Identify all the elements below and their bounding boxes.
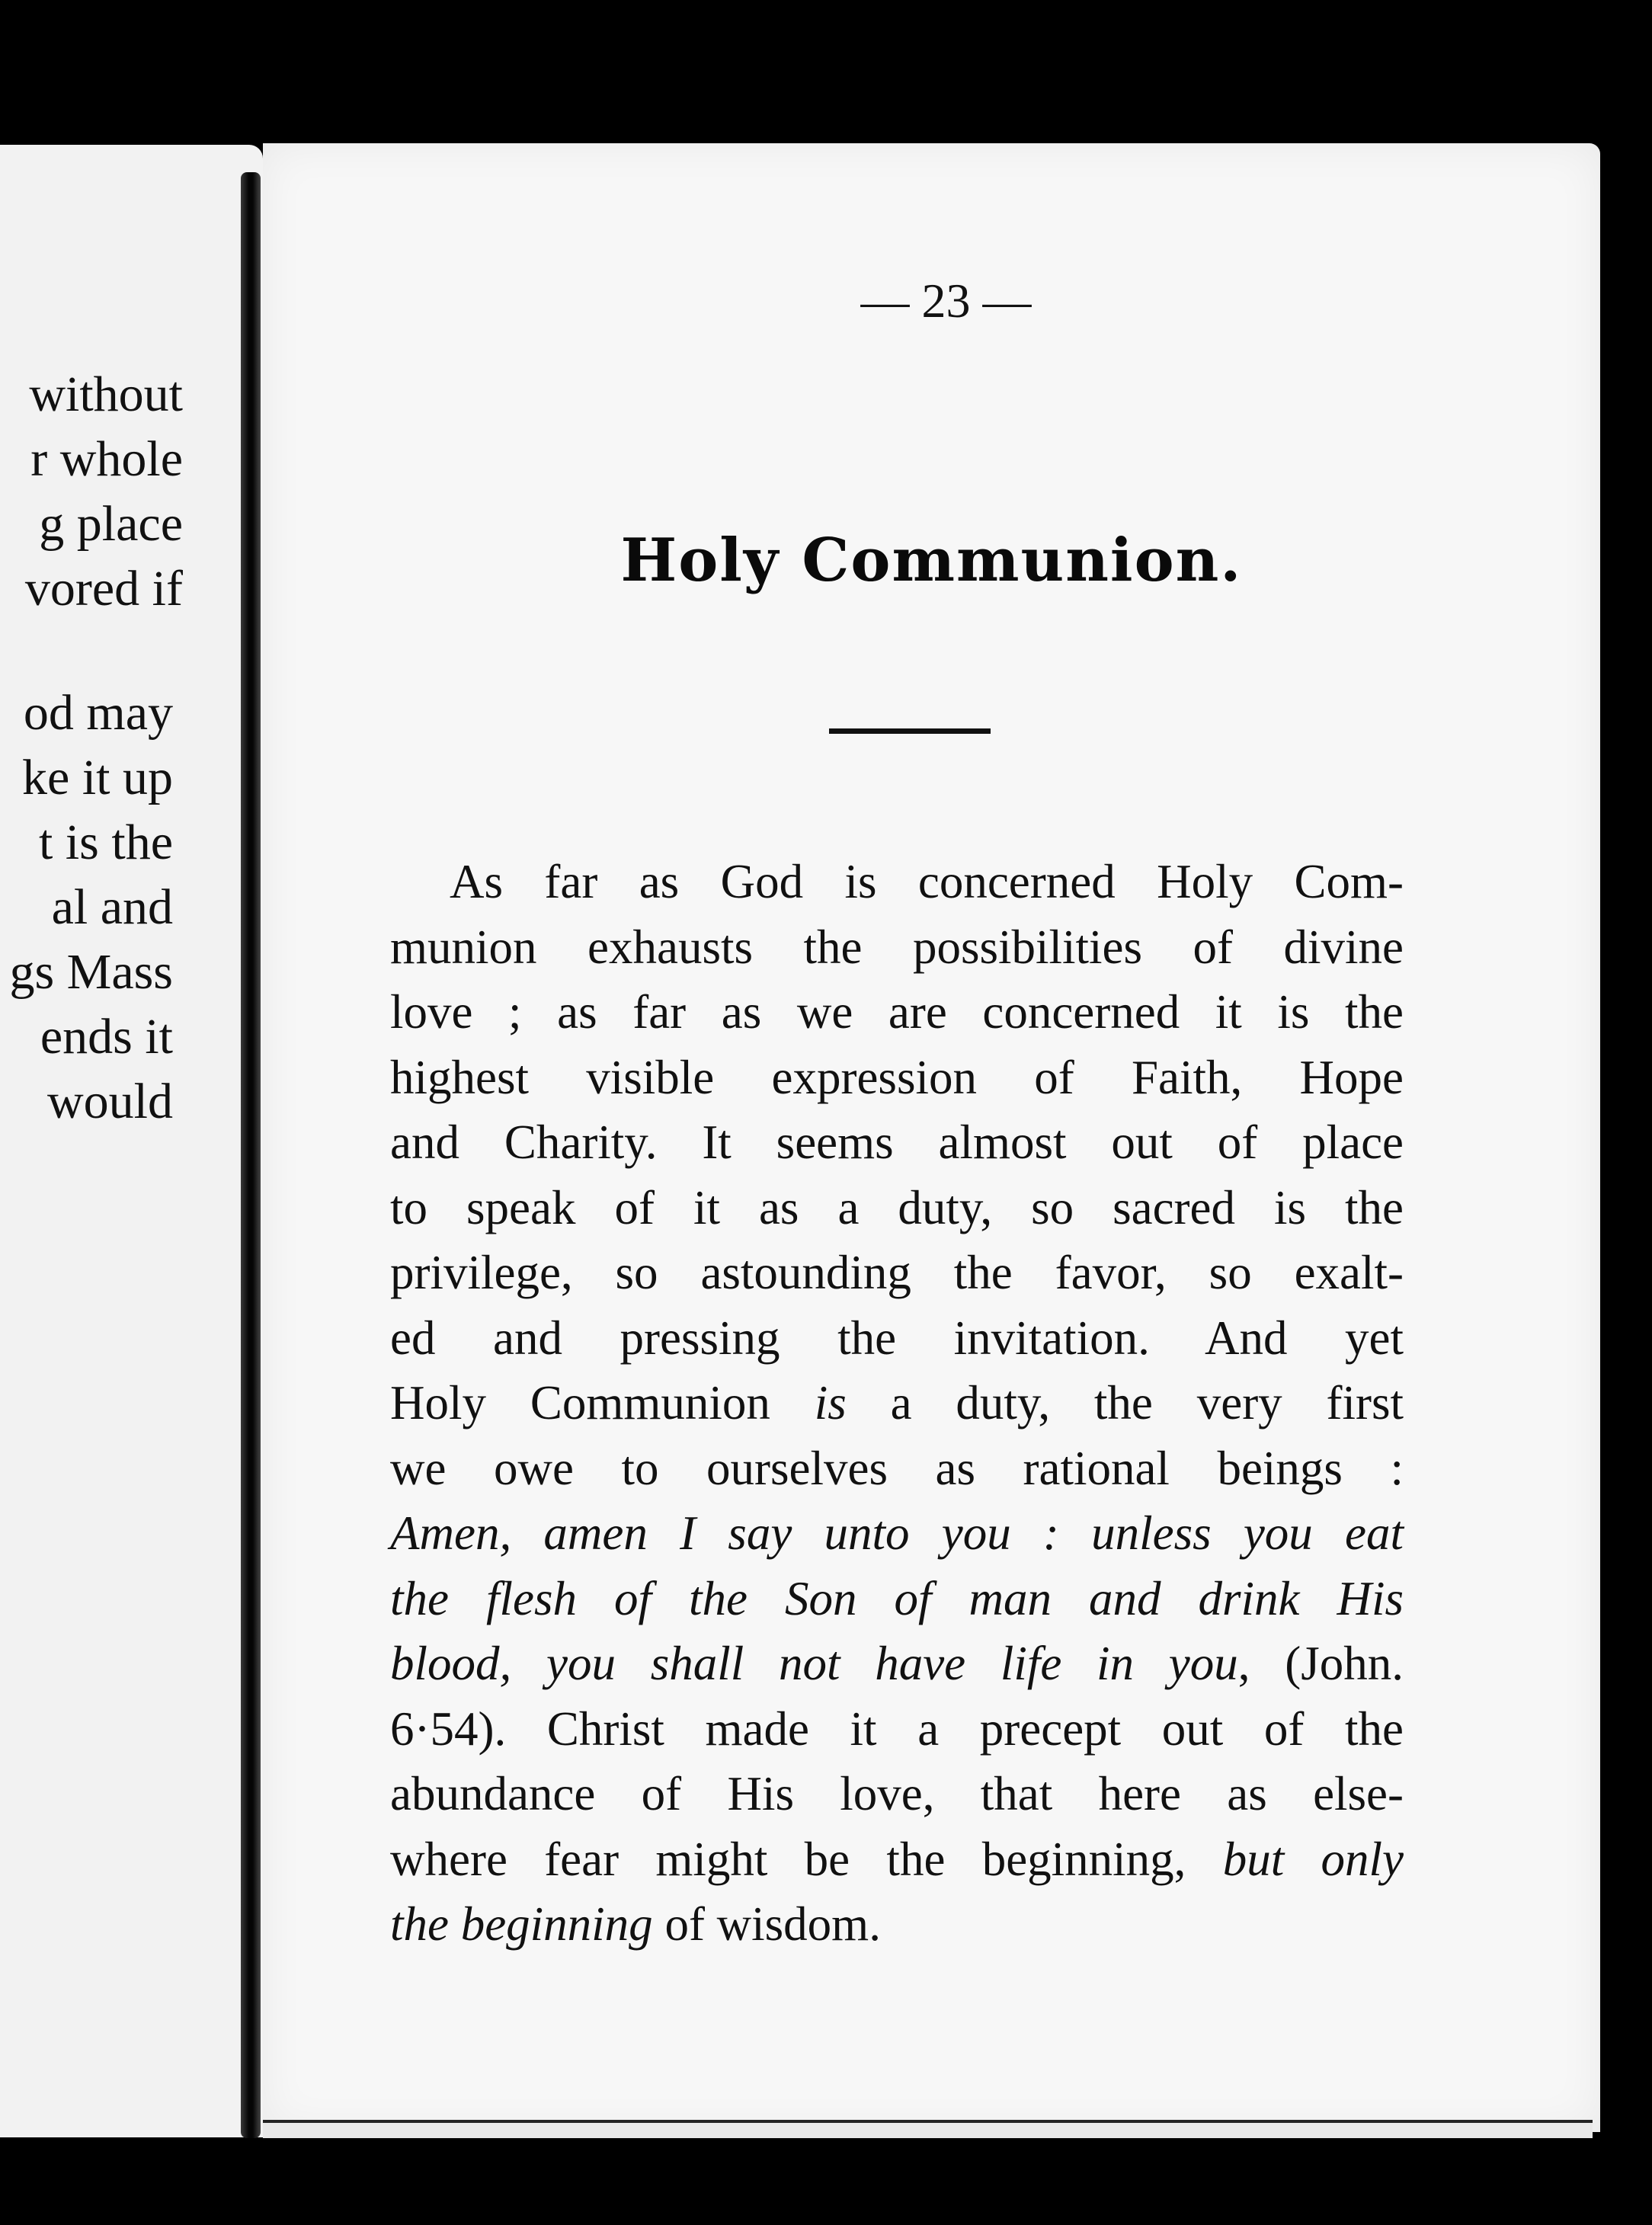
text-line — [390, 1436, 1404, 1502]
left-page-text-fragment: gs Mass — [9, 944, 173, 1000]
left-page-text-fragment: od may — [23, 685, 173, 741]
text-run: and Charity. It seems almost out of place — [390, 1116, 1404, 1169]
left-page-text-fragment: vored if — [24, 561, 183, 616]
text-line — [390, 850, 1404, 915]
text-run: abundance of His love, that here as else- — [390, 1767, 1404, 1820]
text-run: , (John. — [1237, 1637, 1404, 1690]
italic-text: Amen, amen I say unto you : unless you eat — [390, 1506, 1404, 1560]
text-line — [390, 1827, 1404, 1893]
text-line — [390, 980, 1404, 1045]
text-line — [390, 1045, 1404, 1111]
text-run: to speak of it as a duty, so sacred is the — [390, 1180, 1404, 1234]
left-page-text-fragment: al and — [51, 879, 173, 935]
text-line — [390, 1762, 1404, 1827]
text-line — [390, 1501, 1404, 1567]
italic-text: the flesh of the Son of man and drink His — [390, 1571, 1404, 1625]
book-spine — [241, 172, 261, 2138]
italic-text: the beginning — [390, 1897, 653, 1951]
left-page-text-fragment: r whole — [30, 431, 183, 487]
text-run: ed and pressing the invitation. And yet — [390, 1311, 1404, 1365]
text-line — [390, 915, 1404, 981]
text-run: As far as God is concerned Holy Com- — [450, 855, 1404, 908]
text-run: love ; as far as we are concerned it is the — [390, 985, 1404, 1039]
text-line — [390, 1110, 1404, 1176]
left-facing-page — [0, 145, 263, 2137]
italic-text: is — [814, 1376, 847, 1429]
left-page-text-fragment: ends it — [40, 1009, 173, 1064]
body-paragraph — [390, 850, 1404, 1958]
text-line — [390, 1567, 1404, 1632]
text-line — [390, 1241, 1404, 1306]
text-run: munion exhausts the possibilities of divine — [390, 920, 1404, 974]
left-page-text-fragment: t is the — [39, 815, 173, 870]
text-line — [390, 1892, 1404, 1958]
text-line — [390, 1631, 1404, 1697]
left-page-text-fragment: g place — [39, 496, 183, 552]
text-run: Holy Communion — [390, 1376, 815, 1429]
text-run: 6·54). Christ made it a precept out of the — [390, 1702, 1404, 1756]
text-run: privilege, so astounding the favor, so exalt- — [390, 1246, 1404, 1299]
left-page-text-fragment: would — [47, 1074, 173, 1129]
page-number: — 23 — — [860, 274, 1032, 328]
chapter-title: Holy Communion. — [620, 526, 1243, 595]
left-page-text-fragment: ke it up — [22, 750, 173, 805]
text-run: of wisdom. — [652, 1897, 881, 1951]
text-line — [390, 1697, 1404, 1762]
text-run: a duty, the very first — [846, 1376, 1404, 1429]
title-rule — [829, 728, 991, 734]
text-line — [390, 1371, 1404, 1436]
page-edge — [263, 2120, 1593, 2138]
italic-text: but only — [1222, 1832, 1404, 1886]
text-line — [390, 1176, 1404, 1241]
text-run: we owe to ourselves as rational beings : — [390, 1441, 1404, 1495]
text-run: highest visible expression of Faith, Hope — [390, 1050, 1404, 1104]
italic-text: blood, you shall not have life in you — [390, 1637, 1238, 1690]
left-page-text-fragment: without — [29, 367, 183, 422]
text-line — [390, 1306, 1404, 1372]
text-run: where fear might be the beginning, — [390, 1832, 1223, 1886]
